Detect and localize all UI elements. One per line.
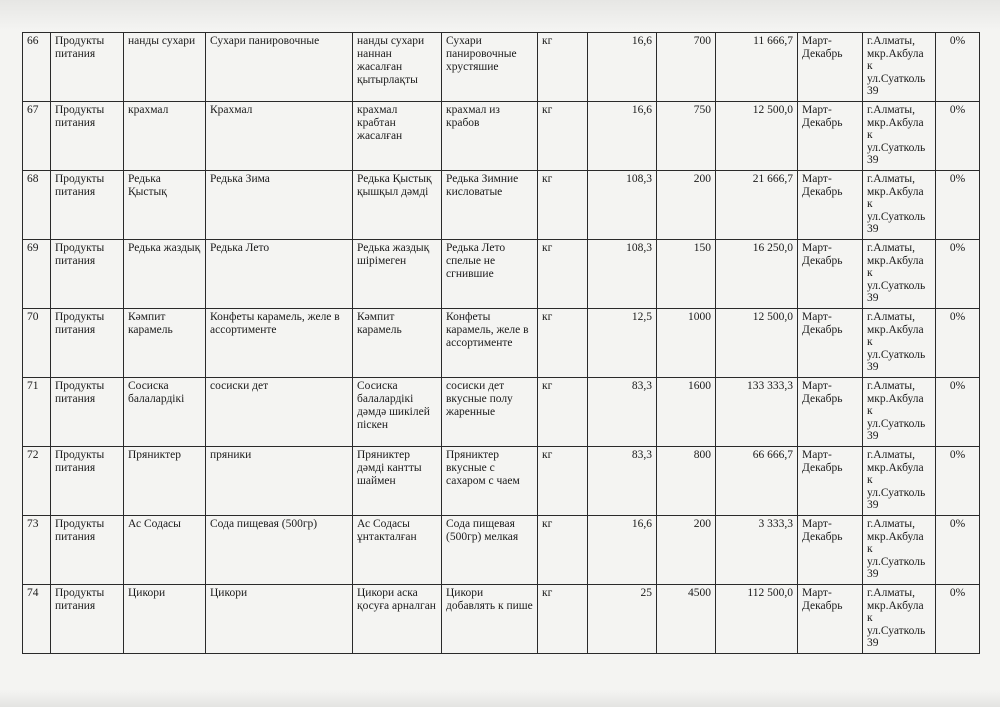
location-line-house: 39 (867, 430, 879, 443)
sum-cell: 66 666,7 (716, 447, 798, 516)
description-ru-cell: Сода пищевая (500гр) мелкая (442, 516, 538, 585)
description-kz-cell: Цикори аска қосуға арналган (353, 585, 442, 654)
location-line-house: 39 (867, 637, 879, 650)
table-row (23, 516, 980, 585)
quantity-cell: 750 (657, 102, 716, 171)
location-line-house: 39 (867, 292, 879, 305)
period-cell: Март-Декабрь (798, 516, 863, 585)
advance-percent-cell: 0% (936, 33, 980, 102)
location-line-district-tail: к (867, 198, 873, 211)
unit-cell: кг (538, 516, 588, 585)
row-number: 67 (23, 102, 51, 171)
description-ru-cell: Редька Зимние кисловатые (442, 171, 538, 240)
advance-percent-cell: 0% (936, 378, 980, 447)
location-line-city: г.Алматы, (867, 587, 915, 599)
short-name-cell: Редька жаздық (124, 240, 206, 309)
description-ru-cell: сосиски дет вкусные полу жаренные (442, 378, 538, 447)
category-cell: Продукты питания (51, 171, 124, 240)
location-line-district-tail: к (867, 543, 873, 556)
location-line-house: 39 (867, 568, 879, 581)
price-cell: 108,3 (588, 240, 657, 309)
location-line-city: г.Алматы, (867, 35, 915, 47)
short-name-cell: нанды сухари (124, 33, 206, 102)
category-cell: Продукты питания (51, 33, 124, 102)
procurement-table (22, 32, 980, 654)
table-body (23, 33, 980, 654)
sum-cell: 12 500,0 (716, 309, 798, 378)
price-cell: 16,6 (588, 102, 657, 171)
table-row (23, 33, 980, 102)
row-number: 71 (23, 378, 51, 447)
location-cell (863, 447, 936, 516)
location-line-district-tail: к (867, 405, 873, 418)
location-line-city: г.Алматы, (867, 449, 915, 461)
quantity-cell: 150 (657, 240, 716, 309)
location-line-house: 39 (867, 223, 879, 236)
product-name-cell: Редька Зима (206, 171, 353, 240)
unit-cell: кг (538, 585, 588, 654)
unit-cell: кг (538, 447, 588, 516)
location-line-district-tail: к (867, 612, 873, 625)
short-name-cell: Пряниктер (124, 447, 206, 516)
location-line-district: мкр.Акбула (867, 530, 924, 543)
location-line-street: ул.Суатколь (867, 141, 926, 154)
description-ru-cell: крахмал из крабов (442, 102, 538, 171)
product-name-cell: Крахмал (206, 102, 353, 171)
location-line-district: мкр.Акбула (867, 599, 924, 612)
location-line-district-tail: к (867, 474, 873, 487)
short-name-cell: Цикори (124, 585, 206, 654)
location-line-district: мкр.Акбула (867, 47, 924, 60)
quantity-cell: 200 (657, 171, 716, 240)
period-cell: Март-Декабрь (798, 102, 863, 171)
period-cell: Март-Декабрь (798, 33, 863, 102)
advance-percent-cell: 0% (936, 585, 980, 654)
location-line-district-tail: к (867, 267, 873, 280)
category-cell: Продукты питания (51, 102, 124, 171)
row-number: 70 (23, 309, 51, 378)
advance-percent-cell: 0% (936, 447, 980, 516)
short-name-cell: Редька Қыстық (124, 171, 206, 240)
location-cell (863, 516, 936, 585)
sum-cell: 21 666,7 (716, 171, 798, 240)
table-row (23, 585, 980, 654)
description-kz-cell: Сосиска балалардікі дәмдә шикілей піскен (353, 378, 442, 447)
period-cell: Март-Декабрь (798, 378, 863, 447)
category-cell: Продукты питания (51, 309, 124, 378)
scan-edge-bottom (0, 690, 1000, 707)
location-line-district: мкр.Акбула (867, 116, 924, 129)
price-cell: 108,3 (588, 171, 657, 240)
short-name-cell: крахмал (124, 102, 206, 171)
short-name-cell: Сосиска балалардікі (124, 378, 206, 447)
description-kz-cell: Редька жаздық шірімеген (353, 240, 442, 309)
category-cell: Продукты питания (51, 378, 124, 447)
scan-edge-top (0, 0, 1000, 30)
sum-cell: 112 500,0 (716, 585, 798, 654)
location-line-house: 39 (867, 499, 879, 512)
period-cell: Март-Декабрь (798, 171, 863, 240)
location-line-street: ул.Суатколь (867, 210, 926, 223)
product-name-cell: Цикори (206, 585, 353, 654)
sum-cell: 16 250,0 (716, 240, 798, 309)
price-cell: 16,6 (588, 33, 657, 102)
description-kz-cell: Пряниктер дәмді кантты шаймен (353, 447, 442, 516)
description-kz-cell: Редька Қыстық қышқыл дәмді (353, 171, 442, 240)
quantity-cell: 800 (657, 447, 716, 516)
advance-percent-cell: 0% (936, 240, 980, 309)
location-line-city: г.Алматы, (867, 104, 915, 116)
location-cell (863, 171, 936, 240)
row-number: 74 (23, 585, 51, 654)
product-name-cell: Редька Лето (206, 240, 353, 309)
price-cell: 83,3 (588, 447, 657, 516)
table-row (23, 240, 980, 309)
row-number: 66 (23, 33, 51, 102)
price-cell: 16,6 (588, 516, 657, 585)
product-name-cell: сосиски дет (206, 378, 353, 447)
row-number: 72 (23, 447, 51, 516)
location-line-district: мкр.Акбула (867, 461, 924, 474)
location-line-district: мкр.Акбула (867, 185, 924, 198)
period-cell: Март-Декабрь (798, 447, 863, 516)
quantity-cell: 1600 (657, 378, 716, 447)
advance-percent-cell: 0% (936, 102, 980, 171)
category-cell: Продукты питания (51, 585, 124, 654)
unit-cell: кг (538, 102, 588, 171)
sum-cell: 133 333,3 (716, 378, 798, 447)
quantity-cell: 1000 (657, 309, 716, 378)
location-cell (863, 102, 936, 171)
sum-cell: 3 333,3 (716, 516, 798, 585)
description-kz-cell: нанды сухари наннан жасалған қытырлақты (353, 33, 442, 102)
price-cell: 83,3 (588, 378, 657, 447)
location-line-house: 39 (867, 361, 879, 374)
location-line-city: г.Алматы, (867, 311, 915, 323)
category-cell: Продукты питания (51, 447, 124, 516)
description-ru-cell: Пряниктер вкусные с сахаром с чаем (442, 447, 538, 516)
location-line-district: мкр.Акбула (867, 254, 924, 267)
location-line-city: г.Алматы, (867, 518, 915, 530)
location-line-street: ул.Суатколь (867, 555, 926, 568)
location-line-district-tail: к (867, 60, 873, 73)
location-line-city: г.Алматы, (867, 173, 915, 185)
short-name-cell: Ас Содасы (124, 516, 206, 585)
table-row (23, 102, 980, 171)
category-cell: Продукты питания (51, 516, 124, 585)
description-ru-cell: Редька Лето спелые не сгнившие (442, 240, 538, 309)
description-kz-cell: Ас Содасы ұнтакталған (353, 516, 442, 585)
description-ru-cell: Сухари панировочные хрустяшие (442, 33, 538, 102)
location-line-district: мкр.Акбула (867, 392, 924, 405)
quantity-cell: 4500 (657, 585, 716, 654)
description-ru-cell: Конфеты карамель, желе в ассортименте (442, 309, 538, 378)
location-line-street: ул.Суатколь (867, 72, 926, 85)
unit-cell: кг (538, 33, 588, 102)
row-number: 69 (23, 240, 51, 309)
period-cell: Март-Декабрь (798, 240, 863, 309)
product-name-cell: пряники (206, 447, 353, 516)
location-line-street: ул.Суатколь (867, 624, 926, 637)
category-cell: Продукты питания (51, 240, 124, 309)
unit-cell: кг (538, 309, 588, 378)
location-line-house: 39 (867, 154, 879, 167)
table-row (23, 447, 980, 516)
location-line-street: ул.Суатколь (867, 348, 926, 361)
description-kz-cell: крахмал крабтан жасалған (353, 102, 442, 171)
location-line-city: г.Алматы, (867, 380, 915, 392)
price-cell: 12,5 (588, 309, 657, 378)
location-cell (863, 585, 936, 654)
product-name-cell: Сухари панировочные (206, 33, 353, 102)
unit-cell: кг (538, 171, 588, 240)
row-number: 68 (23, 171, 51, 240)
period-cell: Март-Декабрь (798, 585, 863, 654)
short-name-cell: Кәмпит карамель (124, 309, 206, 378)
location-cell (863, 309, 936, 378)
unit-cell: кг (538, 240, 588, 309)
sum-cell: 12 500,0 (716, 102, 798, 171)
description-kz-cell: Кәмпит карамель (353, 309, 442, 378)
price-cell: 25 (588, 585, 657, 654)
advance-percent-cell: 0% (936, 309, 980, 378)
location-cell (863, 240, 936, 309)
product-name-cell: Сода пищевая (500гр) (206, 516, 353, 585)
table-row (23, 309, 980, 378)
location-line-street: ул.Суатколь (867, 486, 926, 499)
product-name-cell: Конфеты карамель, желе в ассортименте (206, 309, 353, 378)
location-line-district: мкр.Акбула (867, 323, 924, 336)
period-cell: Март-Декабрь (798, 309, 863, 378)
unit-cell: кг (538, 378, 588, 447)
row-number: 73 (23, 516, 51, 585)
location-line-district-tail: к (867, 336, 873, 349)
quantity-cell: 700 (657, 33, 716, 102)
quantity-cell: 200 (657, 516, 716, 585)
table-row (23, 171, 980, 240)
location-line-house: 39 (867, 85, 879, 98)
location-cell (863, 33, 936, 102)
location-line-street: ул.Суатколь (867, 279, 926, 292)
table-row (23, 378, 980, 447)
location-line-district-tail: к (867, 129, 873, 142)
advance-percent-cell: 0% (936, 171, 980, 240)
sum-cell: 11 666,7 (716, 33, 798, 102)
description-ru-cell: Цикори добавлять к пише (442, 585, 538, 654)
location-line-city: г.Алматы, (867, 242, 915, 254)
advance-percent-cell: 0% (936, 516, 980, 585)
location-cell (863, 378, 936, 447)
location-line-street: ул.Суатколь (867, 417, 926, 430)
